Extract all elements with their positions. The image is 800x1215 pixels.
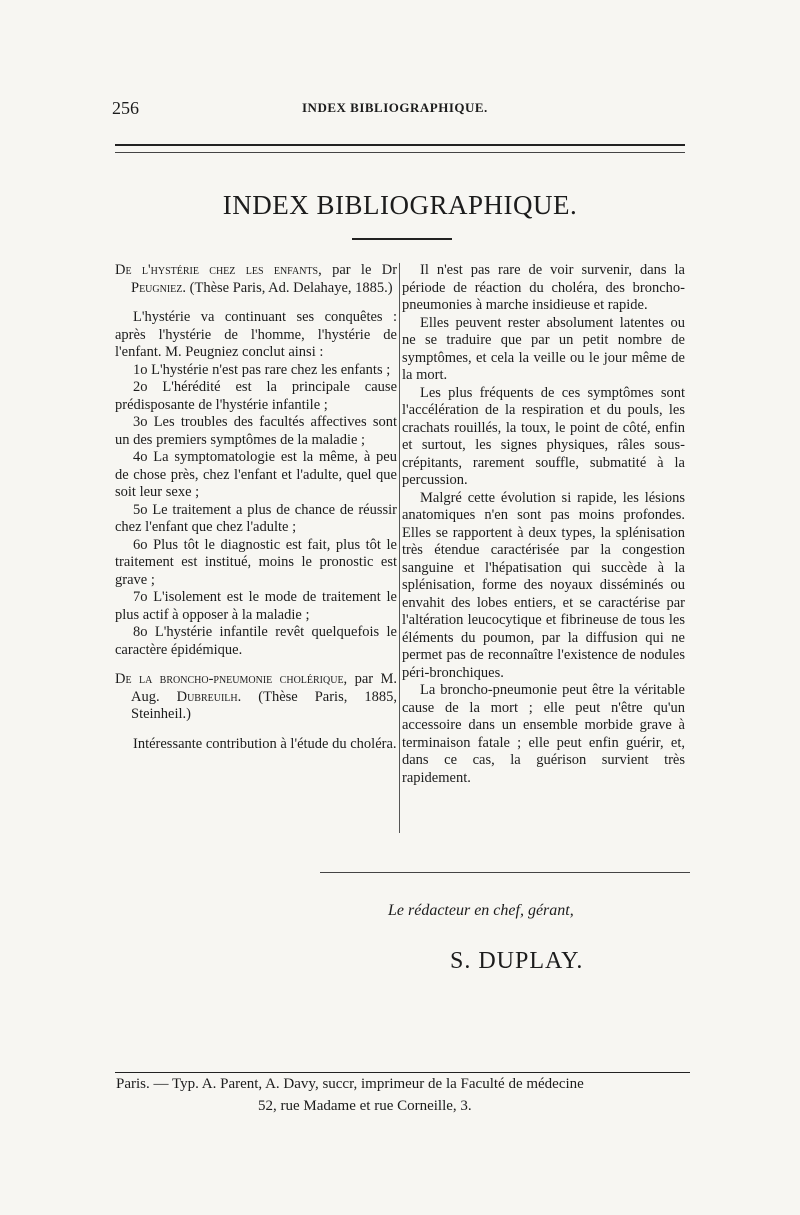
entry-1-paragraph: 6o Plus tôt le diagnostic est fait, plus tôt le traitement est institué, moins le pronostic est grave ; xyxy=(115,536,397,588)
entry-1-paragraph: 1o L'hystérie n'est pas rare chez les enfants ; xyxy=(133,361,391,378)
running-head xyxy=(112,98,682,122)
right-column xyxy=(402,262,685,787)
entry-2-by: par M. Aug. xyxy=(131,671,397,705)
signature-rule xyxy=(320,872,690,873)
entry-1-paragraph: 5o Le traitement a plus de chance de réussir chez l'enfant que chez l'adulte ; xyxy=(115,501,397,535)
right-paragraph: La broncho-pneumonie peut être la véritable cause de la mort ; elle peut n'être qu'un accessoire dans un ensemble morbide grave à terminaison fatale ; elle peut enfin guérir, et, dans ce cas, la guérison survient très rapidement. xyxy=(402,682,685,786)
running-title: INDEX BIBLIOGRAPHIQUE. xyxy=(302,100,488,115)
header-double-rule xyxy=(115,144,685,153)
right-paragraph: Elles peuvent rester absolument latentes ou ne se traduire que par un petit nombre de symptômes, et cela la veille ou le jour même de la mort. xyxy=(402,314,685,383)
entry-1-paragraph: 4o La symptomatologie est la même, à peu de chose près, chez l'enfant et l'adulte, quel que soit leur sexe ; xyxy=(115,449,397,500)
entry-1-by: par le Dr xyxy=(332,262,398,278)
entry-1-paragraph: 8o L'hystérie infantile revêt quelquefois le caractère épidémique. xyxy=(115,624,397,658)
title-rule xyxy=(352,238,452,240)
printer-address: 52, rue Madame et rue Corneille, 3. xyxy=(258,1098,472,1114)
entry-1-paragraph: 2o L'hérédité est la principale cause prédisposante de l'hystérie infantile ; xyxy=(115,379,397,413)
column-divider xyxy=(399,263,400,833)
bibliography-entry-2 xyxy=(115,671,397,724)
right-paragraph: Il n'est pas rare de voir survenir, dans la période de réaction du choléra, des broncho-pneumonies à marche insidieuse et rapide. xyxy=(402,262,685,313)
entry-2-author: Dubreuilh xyxy=(176,688,238,705)
entry-1-paragraph: 7o L'isolement est le mode de traitement le plus actif à opposer à la maladie ; xyxy=(115,589,397,623)
editor-role: Le rédacteur en chef, gérant, xyxy=(388,902,574,919)
entry-1-paragraph: L'hystérie va continuant ses conquêtes : après l'hystérie de l'homme, l'hystérie de l'enfant. M. Peugniez conclut ainsi : xyxy=(115,309,397,360)
entry-1-author: Peugniez xyxy=(131,279,183,296)
footer-rule xyxy=(115,1072,690,1073)
entry-2-paragraph: Intéressante contribution à l'étude du choléra. xyxy=(133,735,397,752)
entry-1-title: De l'hystérie chez les enfants, xyxy=(115,262,322,278)
entry-1-publication: . (Thèse Paris, Ad. Delahaye, 1885.) xyxy=(182,279,393,296)
page-number: 256 xyxy=(112,98,139,118)
printer-imprint: Paris. — Typ. A. Parent, A. Davy, succr, imprimeur de la Faculté de médecine xyxy=(116,1076,584,1092)
entry-2-publication: . (Thèse Paris, 1885, Steinheil.) xyxy=(131,688,397,722)
entry-2-title: De la broncho-pneumonie cholérique, xyxy=(115,671,348,687)
right-paragraph: Malgré cette évolution si rapide, les lésions anatomiques n'en sont pas moins profondes. Elles se rapportent à deux types, la splénisation très étendue caractérisée par la congestion sanguine et l'hépatisation qui succède à la splénisation, forme des noyaux disséminés ou envahit des lobes entiers, et se caractérise par l'altération leucocytique et fibrineuse de tous les éléments du poumon, par la diffusion qui ne permet pas de reconnaître l'existence de nodules péri-bronchiques. xyxy=(402,489,685,681)
right-paragraph: Les plus fréquents de ces symptômes sont l'accélération de la respiration et du pouls, les crachats rouillés, la toux, le point de côté, enfin et surtout, les signes physiques, râles sous-crépitants, rarement souffle, submatité à la percussion. xyxy=(402,384,685,488)
entry-1-paragraph: 3o Les troubles des facultés affectives sont un des premiers symptômes de la maladie ; xyxy=(115,414,397,448)
left-column xyxy=(115,262,397,753)
page-title: INDEX BIBLIOGRAPHIQUE. xyxy=(222,190,578,220)
editor-name: S. DUPLAY. xyxy=(450,948,584,974)
bibliography-entry-1 xyxy=(115,262,397,297)
